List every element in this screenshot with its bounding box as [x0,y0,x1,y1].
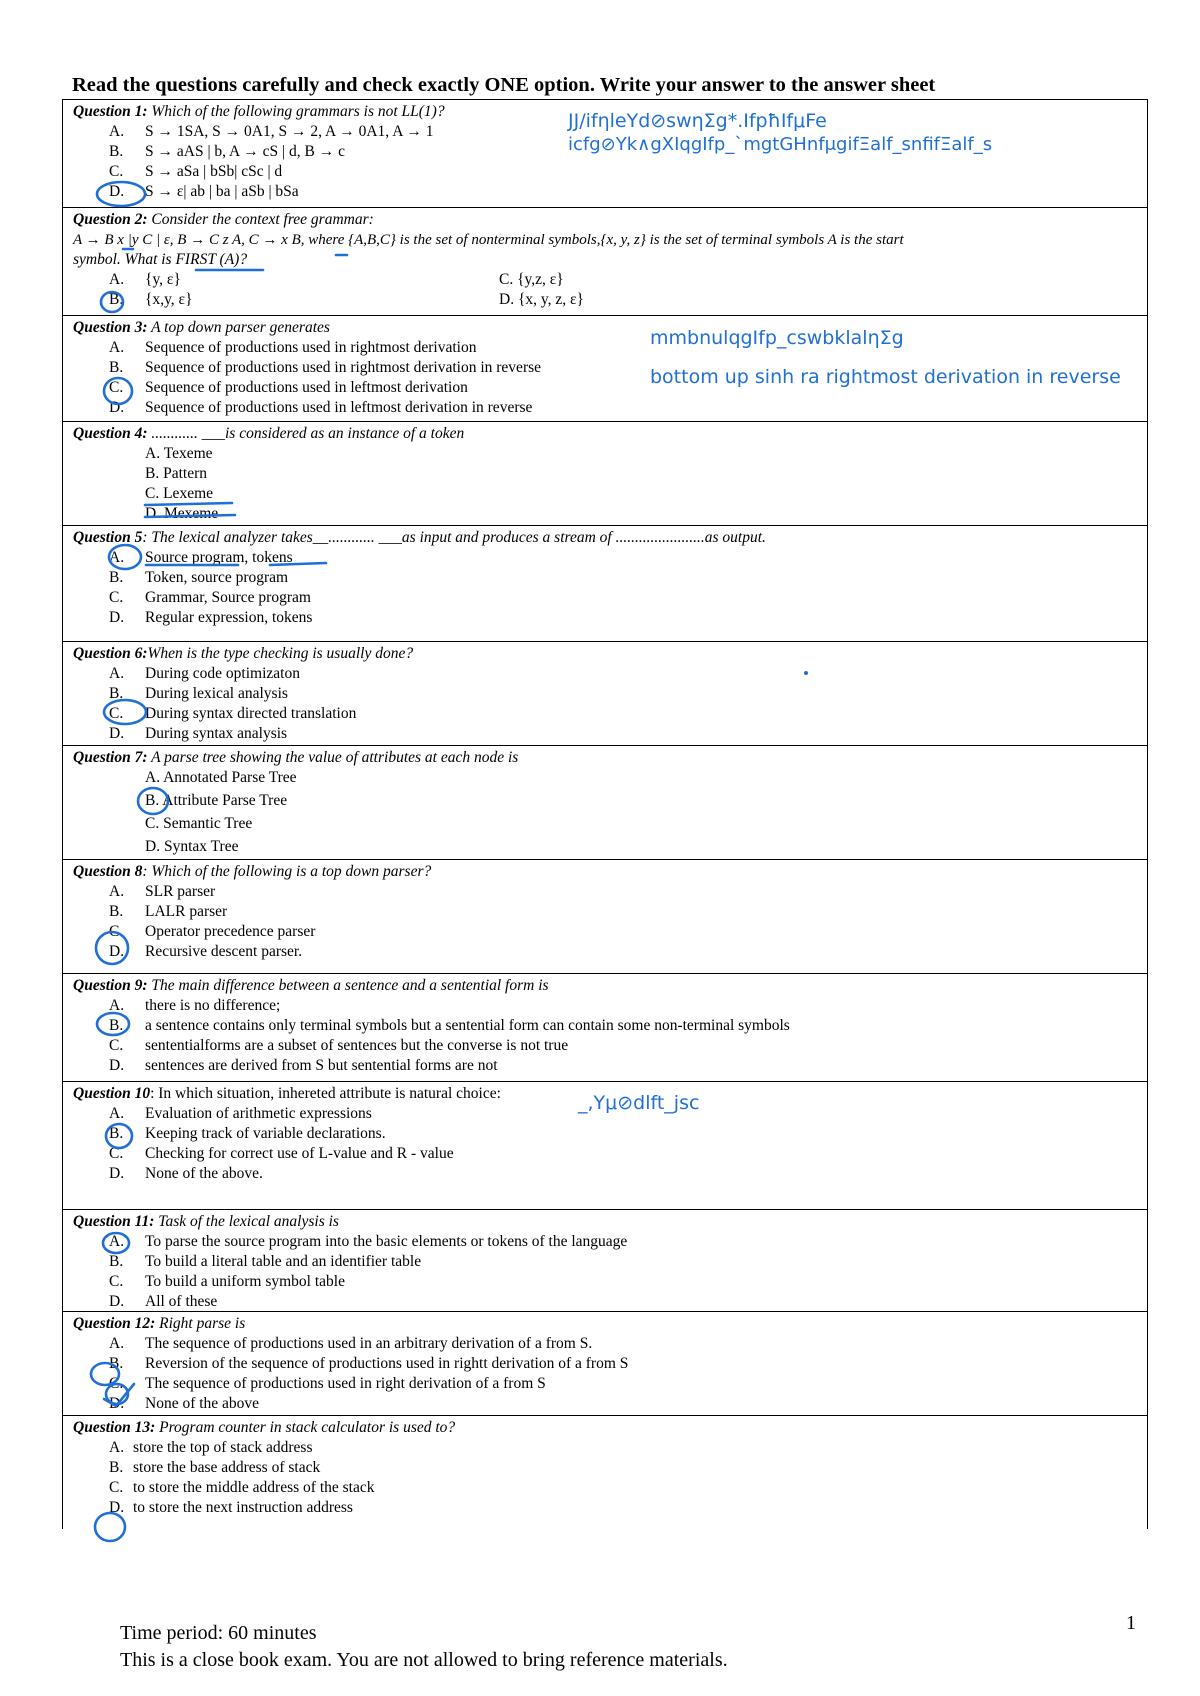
option-c[interactable]: C. Checking for correct use of L-value and R - value [109,1145,454,1162]
question-label: Question 5 [73,529,143,546]
question-label: Question 3: [73,319,148,336]
handwritten-note-q1-line2: icfg⊘Yk∧gXIqgIfp_`mgtGHnfμgifΞalf_snfifΞalf_s [568,134,993,155]
option-a[interactable]: A. Texeme [145,445,213,462]
time-period: Time period: 60 minutes [120,1622,317,1644]
exam-rules: This is a close book exam. You are not allowed to bring reference materials. [120,1649,728,1671]
option-b[interactable]: B. {x,y, ε} [109,291,193,308]
handwritten-note-q1-line1: JJ/ifηleYd⊘swηΣg*.IfpħIfμFe [568,110,827,132]
question-label: Question 7: [73,749,148,766]
option-a[interactable]: A. SLR parser [109,883,216,900]
exam-questions-box [62,99,1148,1529]
option-a[interactable]: A. During code optimizaton [109,665,300,682]
instructions-header: Read the questions carefully and check exactly ONE option. Write your answer to the answer sheet [72,74,936,96]
option-d[interactable]: D. Syntax Tree [145,838,239,855]
question-text-cont: symbol. What is FIRST (A)? [73,251,248,268]
option-d[interactable]: D. Regular expression, tokens [109,609,313,626]
option-d[interactable]: D. Mexeme [145,505,219,522]
option-a[interactable]: A. The sequence of productions used in an arbitrary derivation of a from S. [109,1335,593,1352]
option-a[interactable]: A. S → 1SA, S → 0A1, S → 2, A → 0A1, A → 1 [109,123,434,140]
option-a[interactable]: A. store the top of stack address [109,1439,313,1456]
question-text: Which of the following grammars is not LL(1)? [151,103,445,120]
question-6 [63,642,1147,746]
option-c[interactable]: C. The sequence of productions used in right derivation of a from S [109,1375,546,1392]
question-text: : The lexical analyzer takes__............ ___as input and produces a stream of .......................as output. [142,529,766,546]
option-c[interactable]: C. During syntax directed translation [109,705,357,722]
question-label: Question 10 [73,1085,151,1102]
option-d[interactable]: D. sentences are derived from S but sentential forms are not [109,1057,498,1074]
option-b[interactable]: B. a sentence contains only terminal symbols but a sentential form can contain some non-terminal symbols [109,1017,790,1034]
question-text: : Which of the following is a top down parser? [142,863,432,880]
option-c[interactable]: C. sententialforms are a subset of sentences but the converse is not true [109,1037,569,1054]
question-label: Question 8 [73,863,143,880]
question-11 [63,1210,1147,1312]
handwritten-note-q3-line2: bottom up sinh ra rightmost derivation in reverse [650,366,1121,388]
question-text: ............ ___is considered as an instance of a token [151,425,465,442]
exam-footer [120,1620,728,1674]
question-label: Question 11: [73,1213,155,1230]
option-b[interactable]: B. Token, source program [109,569,289,586]
option-a[interactable]: A. Source program, tokens [109,549,293,566]
option-c[interactable]: C. Semantic Tree [145,815,253,832]
option-c[interactable]: C. to store the middle address of the stack [109,1479,375,1496]
option-d[interactable]: D. During syntax analysis [109,725,288,742]
handwritten-note-q3-line1: mmbnulqgIfp_cswbklalηΣg [650,327,904,349]
option-c[interactable]: C. S → aSa | bSb| cSc | d [109,163,283,180]
option-c[interactable]: C. Lexeme [145,485,214,502]
option-b[interactable]: B. Attribute Parse Tree [145,792,288,809]
question-13 [63,1416,1147,1530]
option-c[interactable]: C. {y,z, ε} [499,271,564,288]
option-a[interactable]: A. To parse the source program into the basic elements or tokens of the language [109,1233,628,1250]
question-label: Question 1: [73,103,148,120]
option-d[interactable]: D. Sequence of productions used in leftmost derivation in reverse [109,399,533,416]
handwritten-note-q10: _,Yμ⊘dlft_jsc [578,1092,700,1114]
option-b[interactable]: B. During lexical analysis [109,685,288,702]
option-d[interactable]: D. All of these [109,1293,218,1310]
option-a[interactable]: A. there is no difference; [109,997,281,1014]
option-d[interactable]: D. to store the next instruction address [109,1499,353,1516]
option-b[interactable]: B. Keeping track of variable declarations. [109,1125,386,1142]
question-5 [63,526,1147,642]
question-12 [63,1312,1147,1416]
question-label: Question 2: [73,211,148,228]
question-label: Question 6: [73,645,148,662]
option-b[interactable]: B. To build a literal table and an identifier table [109,1253,422,1270]
question-text: A top down parser generates [151,319,330,336]
question-4 [63,422,1147,526]
question-2 [63,208,1147,316]
option-a[interactable]: A. {y, ε} [109,271,181,288]
question-9 [63,974,1147,1082]
option-d[interactable]: D. Recursive descent parser. [109,943,303,960]
option-a[interactable]: A. Sequence of productions used in rightmost derivation [109,339,477,356]
question-7 [63,746,1147,860]
option-b[interactable]: B. Pattern [145,465,207,482]
option-c[interactable]: C. To build a uniform symbol table [109,1273,345,1290]
question-label: Question 9: [73,977,148,994]
question-text: Task of the lexical analysis is [154,1213,339,1230]
question-label: Question 12: [73,1315,156,1332]
question-text: Program counter in stack calculator is used to? [155,1419,456,1436]
option-a[interactable]: A. Annotated Parse Tree [145,769,297,786]
question-8 [63,860,1147,974]
option-c[interactable]: C. Operator precedence parser [109,923,316,940]
page-number: 1 [1126,1612,1136,1634]
question-label: Question 13: [73,1419,156,1436]
option-b[interactable]: B. S → aAS | b, A → cS | d, B → c [109,143,345,160]
option-d[interactable]: D. None of the above [109,1395,260,1412]
option-c[interactable]: C. Grammar, Source program [109,589,311,606]
question-text: When is the type checking is usually done? [147,645,414,662]
option-a[interactable]: A. Evaluation of arithmetic expressions [109,1105,372,1122]
option-b[interactable]: B. Sequence of productions used in rightmost derivation in reverse [109,359,542,376]
grammar-line: A → B x |y C | ε, B → C z A, C → x B, where {A,B,C} is the set of nonterminal symbols,{x, y, z} is the set of terminal symbols A is the start [73,232,904,248]
question-text: The main difference between a sentence and a sentential form is [147,977,549,994]
question-text: Consider the context free grammar: [151,211,374,228]
option-c[interactable]: C. Sequence of productions used in leftmost derivation [109,379,468,396]
question-text: Right parse is [155,1315,246,1332]
option-b[interactable]: B. LALR parser [109,903,228,920]
question-text: A parse tree showing the value of attributes at each node is [151,749,519,766]
question-label: Question 4: [73,425,148,442]
option-d[interactable]: D. S → ε| ab | ba | aSb | bSa [109,183,299,200]
option-b[interactable]: B. store the base address of stack [109,1459,321,1476]
option-d[interactable]: D. None of the above. [109,1165,263,1182]
option-d[interactable]: D. {x, y, z, ε} [499,291,584,308]
option-b[interactable]: B. Reversion of the sequence of productions used in rightt derivation of a from S [109,1355,629,1372]
question-text: : In which situation, inhereted attribute is natural choice: [150,1085,501,1102]
